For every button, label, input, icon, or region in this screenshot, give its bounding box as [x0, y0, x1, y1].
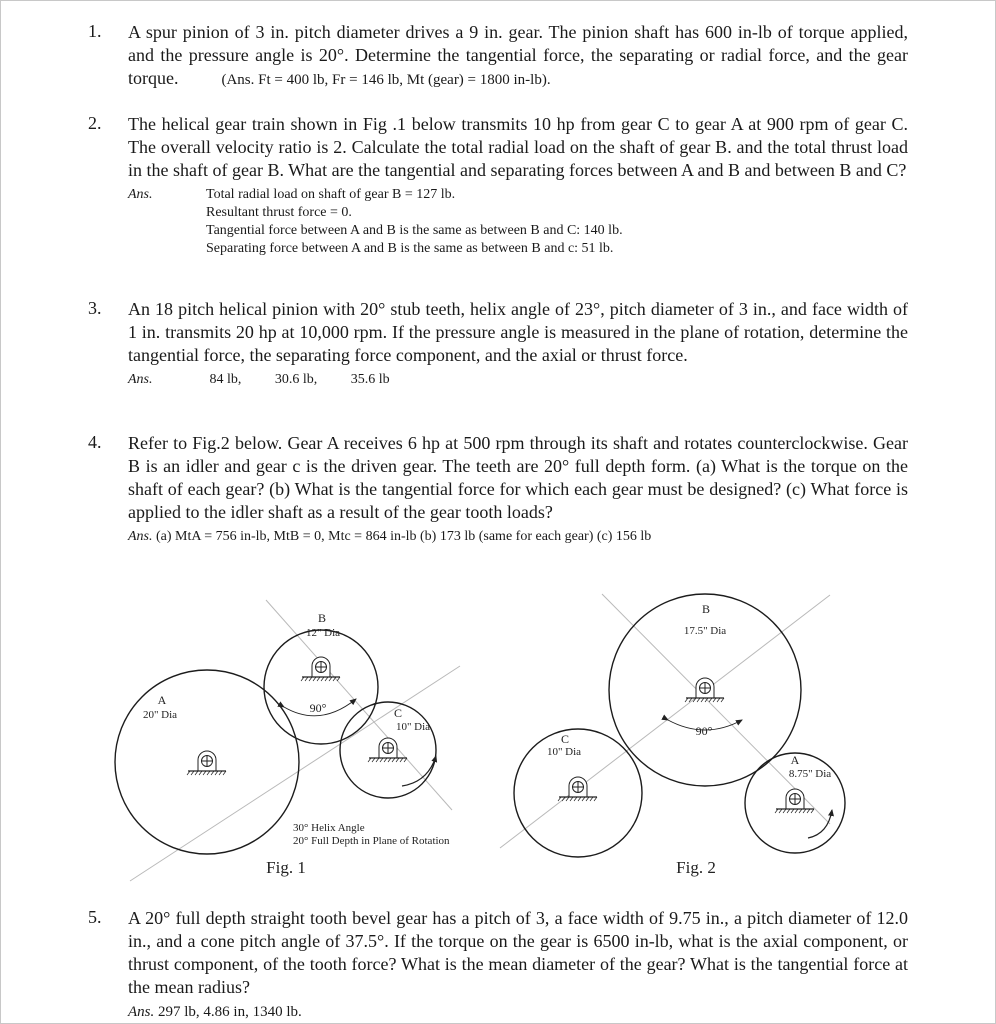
- gear-c-letter: C: [560, 732, 570, 746]
- gear-b-letter: B: [701, 602, 711, 616]
- problem-1: [88, 21, 908, 92]
- gear-c-letter: C: [393, 706, 403, 720]
- problem-number: 5.: [88, 907, 102, 927]
- gear-c-dia: 10" Dia: [546, 746, 582, 758]
- figure-caption: Fig. 2: [676, 858, 716, 877]
- problem-number: 2.: [88, 113, 102, 133]
- problem-5: [88, 907, 908, 1021]
- answer-label: Ans.: [128, 372, 153, 387]
- problem-answer: (Ans. Ft = 400 lb, Fr = 146 lb, Mt (gear) = 1800 in-lb).: [221, 72, 551, 88]
- bearing-icon: [558, 777, 597, 801]
- answer-value: (a) MtA = 756 in-lb, MtB = 0, Mtc = 864 in-lb (b) 173 lb (same for each gear) (c) 156 lb: [156, 529, 652, 544]
- bearing-icon: [775, 789, 814, 813]
- problem-number: 4.: [88, 432, 102, 452]
- answer-label: Ans.: [128, 187, 153, 202]
- answer-value: 35.6 lb: [350, 372, 390, 387]
- centerline: [500, 595, 830, 848]
- problem-text: A spur pinion of 3 in. pitch diameter drives a 9 in. gear. The pinion shaft has 600 in-lb of torque applied, and the pressure angle is 20°. Determine the tangential force, the separating or radial force, and the gear torque. (Ans. Ft = 400 lb, Fr = 146 lb, Mt (gear) = 1800 in-lb).: [128, 22, 908, 88]
- answer-line: Resultant thrust force = 0.: [206, 205, 352, 220]
- bearing-icon: [368, 738, 407, 762]
- problem-number: 3.: [88, 298, 102, 318]
- gear-b-circle: [264, 630, 378, 744]
- answer-value: 30.6 lb,: [274, 372, 318, 387]
- problem-number: 1.: [88, 21, 102, 41]
- answer-value: 84 lb,: [209, 372, 242, 387]
- gear-b-letter: B: [317, 611, 327, 625]
- problem-text: The helical gear train shown in Fig .1 below transmits 10 hp from gear C to gear A at 900 rpm of gear C. The overall velocity ratio is 2. Calculate the total radial load on the shaft of gear B. and the total thrust load in the shaft of gear B. What are the tangential and separating forces between A and B and between B and C?: [128, 114, 908, 180]
- answer-line: Total radial load on shaft of gear B = 127 lb.: [206, 187, 456, 202]
- answer-block: [128, 1003, 908, 1021]
- answer-label: Ans.: [128, 1004, 155, 1020]
- gear-c-dia: 10" Dia: [395, 721, 431, 733]
- answer-label: Ans.: [128, 529, 153, 544]
- helix-note: 30° Helix Angle: [293, 822, 365, 834]
- gear-b-dia: 17.5" Dia: [683, 625, 727, 637]
- answer-block: [128, 528, 908, 546]
- figures: [0, 580, 996, 890]
- gear-a-letter: A: [157, 693, 167, 707]
- problem-2: [88, 113, 908, 258]
- bearing-icon: [187, 751, 226, 775]
- problem-3: [88, 298, 908, 389]
- answer-value: 297 lb, 4.86 in, 1340 lb.: [158, 1004, 302, 1020]
- centerline: [130, 666, 460, 881]
- angle-label: 90°: [695, 724, 713, 738]
- gear-a-dia: 8.75" Dia: [788, 768, 832, 780]
- gear-a-letter: A: [790, 753, 800, 767]
- bearing-icon: [301, 657, 340, 681]
- problem-text: Refer to Fig.2 below. Gear A receives 6 hp at 500 rpm through its shaft and rotates counterclockwise. Gear B is an idler and gear c is the driven gear. The teeth are 20° full depth form. (a) What is the torque on the shaft of each gear? (b) What is the tangential force for which each gear must be designed? (c) What force is applied to the idler shaft as a result of the gear tooth loads?: [128, 433, 908, 522]
- answer-line: Tangential force between A and B is the same as between B and C: 140 lb.: [206, 223, 623, 238]
- centerline: [266, 600, 452, 810]
- gear-b-dia: 12" Dia: [305, 627, 341, 639]
- bearing-icon: [685, 678, 724, 702]
- gear-a-dia: 20" Dia: [142, 709, 178, 721]
- figure-caption: Fig. 1: [266, 858, 306, 877]
- problem-4: [88, 432, 908, 546]
- figure-2: [500, 594, 845, 877]
- figure-1: [115, 600, 460, 881]
- depth-note: 20° Full Depth in Plane of Rotation: [293, 835, 450, 847]
- answer-block: [128, 371, 908, 389]
- answer-list: [206, 186, 908, 258]
- problem-text: A 20° full depth straight tooth bevel gear has a pitch of 3, a face width of 9.75 in., a pitch diameter of 12.0 in., and a cone pitch angle of 37.5°. If the torque on the gear is 6500 in-lb, what is the axial component, or thrust component, of the tooth force? What is the mean diameter of the gear? What is the tangential force at the mean radius?: [128, 908, 908, 997]
- problem-text: An 18 pitch helical pinion with 20° stub teeth, helix angle of 23°, pitch diameter of 3 in., and face width of 1 in. transmits 20 hp at 10,000 rpm. If the pressure angle is measured in the plane of rotation, determine the tangential force, the separating force component, and the axial or thrust force.: [128, 299, 908, 365]
- figures-svg: [0, 580, 996, 890]
- angle-label: 90°: [309, 701, 327, 715]
- answer-line: Separating force between A and B is the same as between B and c: 51 lb.: [206, 241, 614, 256]
